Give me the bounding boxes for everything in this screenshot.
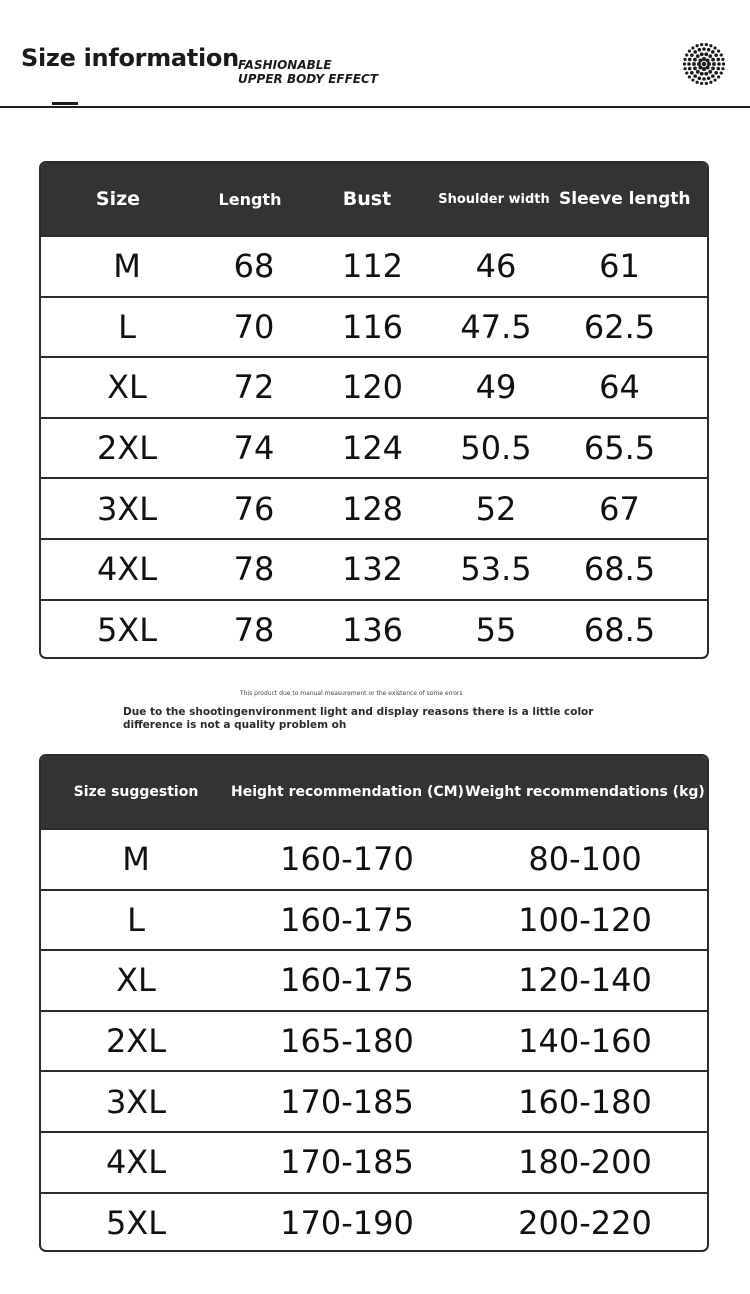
- table-cell: 80-100: [528, 840, 642, 879]
- column-header: Height recommendation (CM): [231, 784, 464, 800]
- table-cell: 140-160: [518, 1022, 652, 1061]
- color-difference-note: Due to the shootingenvironment light and display reasons there is a little color difference is not a quality problem oh: [123, 706, 594, 731]
- table-cell: 160-175: [280, 961, 414, 1000]
- table-cell: 46: [475, 247, 517, 286]
- table-cell: 47.5: [460, 307, 532, 346]
- table-cell: 5XL: [105, 1203, 167, 1242]
- table-cell: XL: [116, 961, 156, 1000]
- table-cell: 160-170: [280, 840, 414, 879]
- table-cell: 53.5: [460, 550, 532, 589]
- table-cell: 116: [341, 307, 404, 346]
- table-cell: 3XL: [105, 1082, 167, 1121]
- table-cell: 76: [233, 489, 275, 528]
- table-row: [41, 538, 707, 599]
- table-row: [41, 356, 707, 417]
- table-row: [41, 949, 707, 1010]
- table-cell: 70: [233, 307, 275, 346]
- header-divider: [0, 106, 750, 108]
- table-cell: 68.5: [583, 550, 656, 589]
- table-cell: 62.5: [583, 307, 656, 346]
- table-cell: 68: [233, 247, 275, 286]
- table-cell: 5XL: [96, 610, 158, 649]
- table-cell: 64: [599, 368, 640, 407]
- table-cell: 74: [233, 429, 275, 468]
- table-cell: 2XL: [105, 1022, 167, 1061]
- column-header: Bust: [342, 188, 392, 210]
- table-cell: 165-180: [280, 1022, 414, 1061]
- table-cell: 55: [475, 610, 517, 649]
- table-cell: 68.5: [583, 610, 656, 649]
- measurement-note: This product due to manual measurement or the existence of some errors: [240, 690, 463, 697]
- table-cell: 78: [233, 550, 275, 589]
- table-cell: 124: [341, 429, 404, 468]
- table-cell: 4XL: [105, 1143, 167, 1182]
- table-row: [41, 889, 707, 950]
- table-cell: 132: [341, 550, 404, 589]
- table-cell: L: [127, 900, 145, 939]
- size-suggestion-table: [39, 754, 709, 1252]
- column-header: Weight recommendations (kg): [465, 784, 705, 800]
- column-header: Size: [95, 188, 141, 210]
- size-table: [39, 161, 709, 659]
- dot-circle-logo-icon: [682, 42, 726, 86]
- table-row: [41, 477, 707, 538]
- page-title: Size information: [21, 44, 239, 72]
- table-row: [41, 599, 707, 659]
- size-table-header: [41, 163, 707, 235]
- table-cell: 50.5: [460, 429, 532, 468]
- column-header: Sleeve length: [559, 189, 691, 209]
- table-cell: 67: [599, 489, 640, 528]
- table-cell: 160-175: [280, 900, 414, 939]
- column-header: Size suggestion: [73, 784, 199, 800]
- table-cell: 112: [341, 247, 404, 286]
- table-cell: 78: [233, 610, 275, 649]
- table-row: [41, 1192, 707, 1252]
- table-cell: 2XL: [96, 429, 158, 468]
- slogan: [238, 58, 378, 86]
- table-cell: 170-185: [280, 1082, 414, 1121]
- table-row: [41, 828, 707, 889]
- table-cell: 170-190: [280, 1203, 414, 1242]
- table-cell: 65.5: [583, 429, 656, 468]
- table-cell: 52: [475, 489, 517, 528]
- table-cell: 136: [341, 610, 404, 649]
- table-cell: 120-140: [518, 961, 652, 1000]
- title-underline: [52, 102, 78, 105]
- table-row: [41, 235, 707, 296]
- column-header: Length: [218, 189, 282, 209]
- table-row: [41, 417, 707, 478]
- table-cell: 180-200: [518, 1143, 652, 1182]
- table-cell: M: [113, 247, 141, 286]
- suggestion-table-header: [41, 756, 707, 828]
- table-cell: 170-185: [280, 1143, 414, 1182]
- table-cell: 3XL: [96, 489, 158, 528]
- table-cell: 200-220: [518, 1203, 652, 1242]
- slogan-line-1: FASHIONABLE: [238, 58, 332, 72]
- table-cell: XL: [107, 368, 147, 407]
- table-cell: 120: [341, 368, 404, 407]
- page-header: [0, 0, 750, 108]
- table-row: [41, 1070, 707, 1131]
- table-cell: 72: [233, 368, 275, 407]
- table-cell: M: [122, 840, 150, 879]
- table-cell: 4XL: [96, 550, 158, 589]
- table-cell: L: [118, 307, 136, 346]
- slogan-line-2: UPPER BODY EFFECT: [238, 72, 378, 86]
- table-cell: 49: [475, 368, 517, 407]
- table-cell: 100-120: [518, 900, 652, 939]
- table-row: [41, 296, 707, 357]
- table-cell: 160-180: [518, 1082, 652, 1121]
- column-header: Shoulder width: [438, 191, 550, 207]
- table-cell: 61: [599, 247, 640, 286]
- table-cell: 128: [341, 489, 404, 528]
- table-row: [41, 1131, 707, 1192]
- table-row: [41, 1010, 707, 1071]
